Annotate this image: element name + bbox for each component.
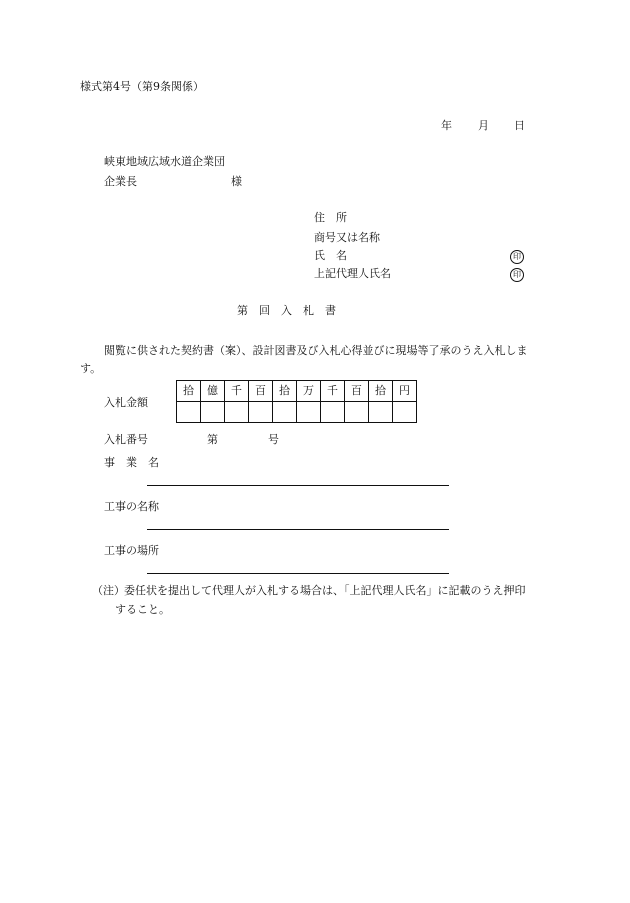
- work-place-line[interactable]: [147, 573, 449, 574]
- amount-digit-box[interactable]: [393, 402, 417, 423]
- body-text-line2: す。: [80, 362, 102, 375]
- unit-cell: 百: [249, 381, 273, 402]
- address-label-text: 住 所: [314, 211, 347, 224]
- amount-digit-box[interactable]: [345, 402, 369, 423]
- amount-digit-box[interactable]: [273, 402, 297, 423]
- amount-digit-box[interactable]: [177, 402, 201, 423]
- date-month: 月: [478, 119, 489, 132]
- work-name-label: 工事の名称: [104, 500, 159, 513]
- addressee-honorific: 様: [231, 175, 242, 188]
- project-name-label: 事 業 名: [104, 456, 159, 469]
- unit-cell: 拾: [177, 381, 201, 402]
- bid-number-dai: 第: [207, 433, 218, 446]
- amount-value-row: [177, 402, 417, 423]
- body-text-line1: 閲覧に供された契約書（案）、設計図書及び入札心得並びに現場等了承のうえ入札しま: [104, 344, 528, 357]
- bid-amount-label: 入札金額: [104, 396, 148, 409]
- amount-digit-box[interactable]: [249, 402, 273, 423]
- date-year: 年: [441, 119, 452, 132]
- document-heading: 第 回 入 札 書: [237, 304, 336, 317]
- amount-unit-row: [177, 381, 417, 402]
- note-line1: 委任状を提出して代理人が入札する場合は、「上記代理人氏名」に記載のうえ押印: [124, 584, 526, 597]
- amount-digit-box[interactable]: [201, 402, 225, 423]
- work-name-line[interactable]: [147, 529, 449, 530]
- project-name-line[interactable]: [147, 485, 449, 486]
- unit-cell: 拾: [273, 381, 297, 402]
- amount-digit-box[interactable]: [369, 402, 393, 423]
- unit-cell: 万: [297, 381, 321, 402]
- agent-name-label: 上記代理人氏名: [314, 267, 391, 280]
- bid-number-go: 号: [268, 433, 279, 446]
- address-label: [314, 211, 392, 225]
- company-name-label: 商号又は名称: [314, 231, 380, 244]
- bid-number-label: 入札番号: [104, 433, 148, 446]
- work-place-label: 工事の場所: [104, 544, 159, 557]
- unit-cell: 百: [345, 381, 369, 402]
- amount-digit-box[interactable]: [321, 402, 345, 423]
- seal-icon: 印: [510, 250, 524, 264]
- addressee-title: 企業長: [104, 175, 137, 188]
- bid-amount-table: [176, 380, 417, 423]
- unit-cell: 拾: [369, 381, 393, 402]
- form-number: 様式第4号（第9条関係）: [80, 80, 204, 93]
- amount-digit-box[interactable]: [225, 402, 249, 423]
- note-mark: （注）: [92, 584, 125, 597]
- unit-cell: 千: [321, 381, 345, 402]
- addressee-org: 峡東地域広域水道企業団: [104, 155, 225, 168]
- note-line2: すること。: [115, 603, 170, 616]
- amount-digit-box[interactable]: [297, 402, 321, 423]
- unit-cell: 千: [225, 381, 249, 402]
- agent-seal-icon: 印: [510, 268, 524, 282]
- date-day: 日: [514, 119, 525, 132]
- unit-cell: 億: [201, 381, 225, 402]
- unit-cell: 円: [393, 381, 417, 402]
- bidder-name-label: 氏 名: [314, 249, 347, 262]
